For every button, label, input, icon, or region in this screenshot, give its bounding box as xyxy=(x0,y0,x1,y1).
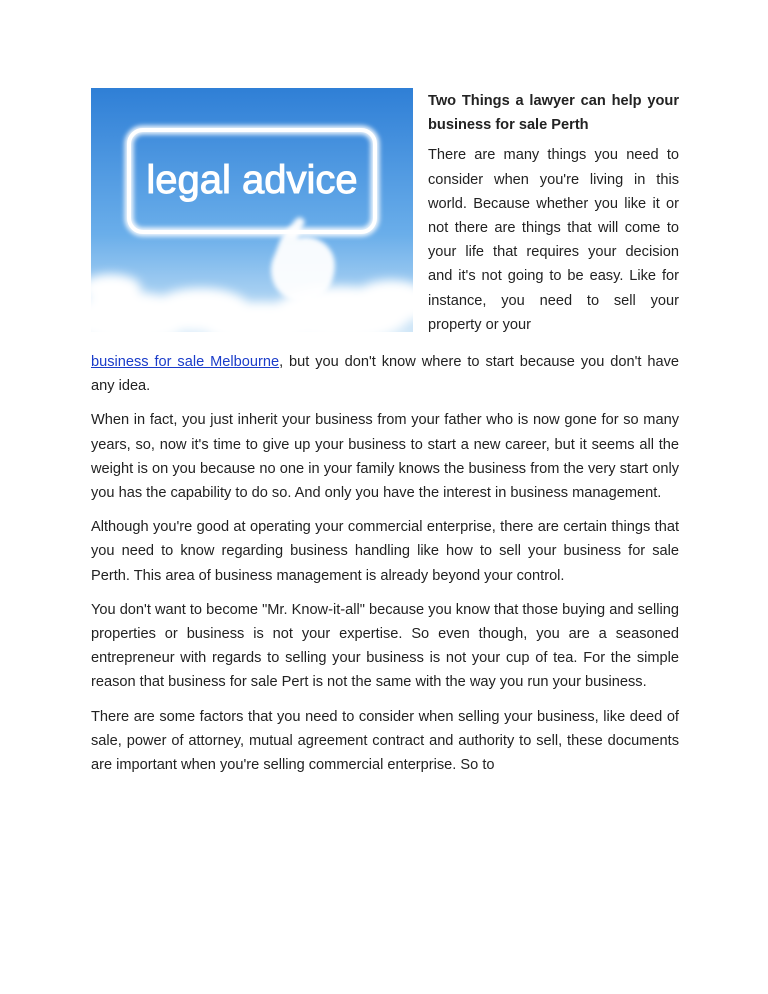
article-body xyxy=(91,350,679,787)
business-for-sale-melbourne-link[interactable]: business for sale Melbourne xyxy=(91,354,280,370)
paragraph-1: When in fact, you just inherit your business from your father who is now gone for so many years, so, now it's time to give up your business to start a new career, but it seems all the weight is on you because no one in your family knows the business from the very start only you has the capability to do so. And only you have the interest in business management. xyxy=(91,412,679,502)
legal-advice-illustration xyxy=(91,88,413,332)
paragraph-4: There are some factors that you need to consider when selling your business, like deed of sale, power of attorney, mutual agreement contract and authority to sell, these documents are important when you're selling commercial enterprise. So to xyxy=(91,708,679,774)
article-title: Two Things a lawyer can help your business for sale Perth xyxy=(428,93,679,134)
intro-continuation-text: , but you don't know where to start because you don't have any idea. xyxy=(91,354,679,395)
intro-column xyxy=(428,89,679,337)
legal-advice-image xyxy=(91,88,413,332)
intro-continuation xyxy=(91,350,679,398)
paragraph-2: Although you're good at operating your commercial enterprise, there are certain things that you need to know regarding business handling like how to sell your business for sale Perth. This area of business management is already beyond your control. xyxy=(91,519,679,584)
paragraph-3: You don't want to become "Mr. Know-it-all" because you know that those buying and selling properties or business is not your expertise. So even though, you are a seasoned entrepreneur with regards to selling your business is not your cup of tea. For the simple reason that business for sale Pert is not the same with the way you run your business. xyxy=(91,601,679,691)
intro-paragraph: There are many things you need to consider when you're living in this world. Because whether you like it or not there are things that will come to your life that requires your decision and it's not going to be easy. Like for instance, you need to sell your property or your xyxy=(428,147,679,333)
legal-advice-image-text: legal advice xyxy=(146,158,358,202)
